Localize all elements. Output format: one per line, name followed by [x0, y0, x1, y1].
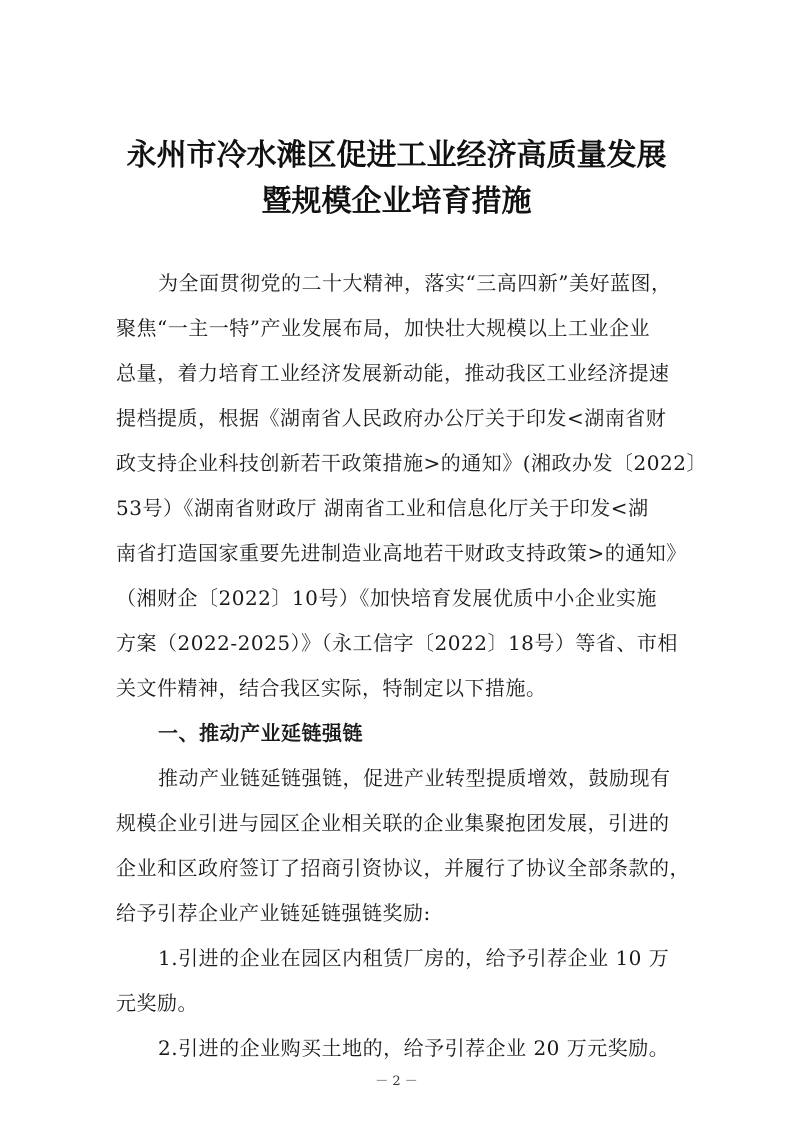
document-title-line-2: 暨规模企业培育措施 — [261, 184, 532, 219]
section-body-line-1: 推动产业链延链强链，促进产业转型提质增效，鼓励现有 — [158, 766, 671, 790]
section-body-line-3: 企业和区政府签订了招商引资协议，并履行了协议全部条款的， — [116, 856, 690, 880]
page-number: － 2 － — [375, 1074, 418, 1089]
list-item-1-line-1: 1.引进的企业在园区内租赁厂房的，给予引荐企业 10 万 — [158, 946, 670, 970]
section-body-line-2: 规模企业引进与园区企业相关联的企业集聚抱团发展，引进的 — [116, 811, 670, 835]
intro-line-9: 方案（2022-2025）》（永工信字〔2022〕18号）等省、市相 — [116, 631, 678, 655]
section-body-line-4: 给予引荐企业产业链延链强链奖励: — [116, 901, 431, 925]
intro-line-10: 关文件精神，结合我区实际，特制定以下措施。 — [116, 676, 547, 700]
intro-line-8: （湘财企〔2022〕10号）《加快培育发展优质中小企业实施 — [116, 586, 657, 610]
section-heading: 一、推动产业延链强链 — [158, 721, 363, 745]
list-item-2-line-1: 2.引进的企业购买土地的，给予引荐企业 20 万元奖励。 — [158, 1036, 670, 1060]
document-title-line-1: 永州市冷水滩区促进工业经济高质量发展 — [126, 138, 667, 173]
intro-line-4: 提档提质，根据《湖南省人民政府办公厅关于印发<湖南省财 — [116, 406, 667, 430]
intro-line-3: 总量，着力培育工业经济发展新动能，推动我区工业经济提速 — [116, 361, 670, 385]
intro-line-7: 南省打造国家重要先进制造业高地若干财政支持政策>的通知》 — [116, 541, 687, 565]
intro-line-5: 政支持企业科技创新若干政策措施>的通知》(湘政办发〔2022〕 — [116, 451, 707, 475]
list-item-1-line-2: 元奖励。 — [116, 991, 198, 1015]
intro-line-2: 聚焦“一主一特”产业发展布局，加快壮大规模以上工业企业 — [116, 316, 650, 340]
intro-line-1: 为全面贯彻党的二十大精神，落实“三高四新”美好蓝图， — [158, 271, 672, 295]
intro-line-6: 53号）《湖南省财政厅 湖南省工业和信息化厅关于印发<湖 — [116, 496, 649, 520]
